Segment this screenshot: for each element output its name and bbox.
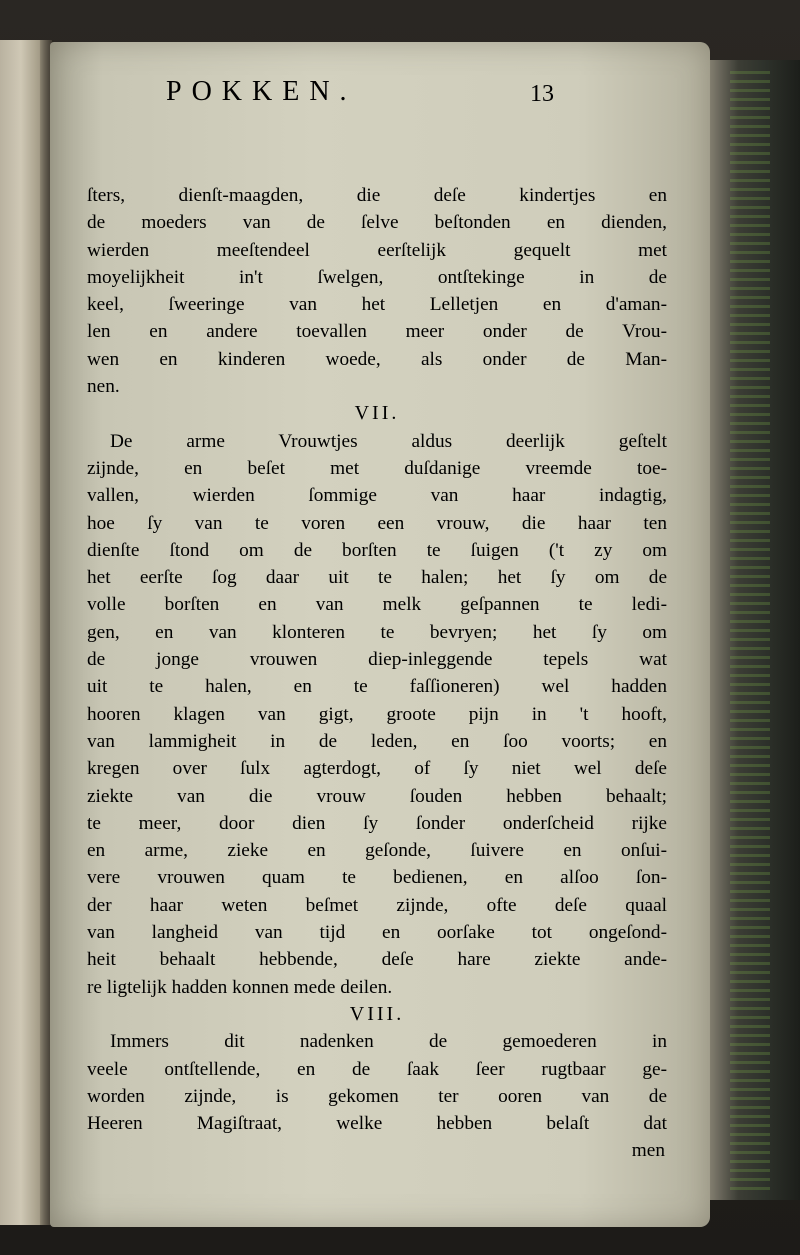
text-line: nen.	[87, 376, 120, 398]
page-number: 13	[530, 81, 554, 107]
text-line: len en andere toevallen meer onder de Vrou-	[87, 321, 667, 343]
catchword: men	[631, 1140, 665, 1162]
text-line: het eerſte ſog daar uit te halen; het ſy om de	[87, 567, 667, 589]
running-title: POKKEN.	[166, 76, 357, 107]
text-line: hoe ſy van te voren een vrouw, die haar ten	[87, 512, 667, 534]
text-line: gen, en van klonteren te bevryen; het ſy om	[87, 621, 667, 643]
text-line: uit te halen, en te faſſioneren) wel hadden	[87, 676, 667, 698]
text-line: de jonge vrouwen diep-inleggende tepels wat	[87, 649, 667, 671]
text-line: volle borſten en van melk geſpannen te ledi-	[87, 594, 667, 616]
text-line: vere vrouwen quam te bedienen, en alſoo ſon-	[87, 867, 667, 889]
text-line: hooren klagen van gigt, groote pijn in 't hooft,	[87, 703, 667, 725]
text-line: der haar weten beſmet zijnde, ofte deſe quaal	[87, 894, 667, 916]
text-line: wen en kinderen woede, als onder de Man-	[87, 348, 667, 370]
text-line: keel, ſweeringe van het Lelletjen en d'aman-	[87, 294, 667, 316]
section-heading: VII.	[354, 402, 400, 425]
text-line: ziekte van die vrouw ſouden hebben behaalt;	[87, 785, 667, 807]
text-line: te meer, door dien ſy ſonder onderſcheid rijke	[87, 812, 667, 834]
text-line: kregen over ſulx agterdogt, of ſy niet wel deſe	[87, 758, 667, 780]
book-fore-edge-stripes	[730, 70, 770, 1190]
text-line: De arme Vrouwtjes aldus deerlijk geſtelt	[110, 430, 667, 452]
text-line: worden zijnde, is gekomen ter ooren van de	[87, 1085, 667, 1107]
text-line: vallen, wierden ſommige van haar indagtig,	[87, 485, 667, 507]
text-line: wierden meeſtendeel eerſtelijk gequelt met	[87, 239, 667, 261]
text-line: Heeren Magiſtraat, welke hebben belaſt dat	[87, 1113, 667, 1135]
text-line: en arme, zieke en geſonde, ſuivere en onſui-	[87, 840, 667, 862]
book-page	[50, 42, 710, 1227]
text-line: re ligtelijk hadden konnen mede deilen.	[87, 976, 393, 998]
text-line: van lammigheit in de leden, en ſoo voorts; en	[87, 730, 667, 752]
section-heading: VIII.	[349, 1002, 405, 1025]
text-line: dienſte ſtond om de borſten te ſuigen ('t zy om	[87, 539, 667, 561]
text-line: zijnde, en beſet met duſdanige vreemde toe-	[87, 457, 667, 479]
text-line: heit behaalt hebbende, deſe hare ziekte ande-	[87, 949, 667, 971]
text-line: Immers dit nadenken de gemoederen in	[110, 1031, 667, 1053]
text-line: ſters, dienſt-maagden, die deſe kindertjes en	[87, 185, 667, 206]
text-line: de moeders van de ſelve beſtonden en dienden,	[87, 212, 667, 234]
text-line: van langheid van tijd en oorſake tot ongeſond-	[87, 922, 667, 944]
text-line: veele ontſtellende, en de ſaak ſeer rugtbaar ge-	[87, 1058, 667, 1080]
text-line: moyelijkheit in't ſwelgen, ontſtekinge in de	[87, 266, 667, 288]
text-block	[87, 182, 667, 1165]
